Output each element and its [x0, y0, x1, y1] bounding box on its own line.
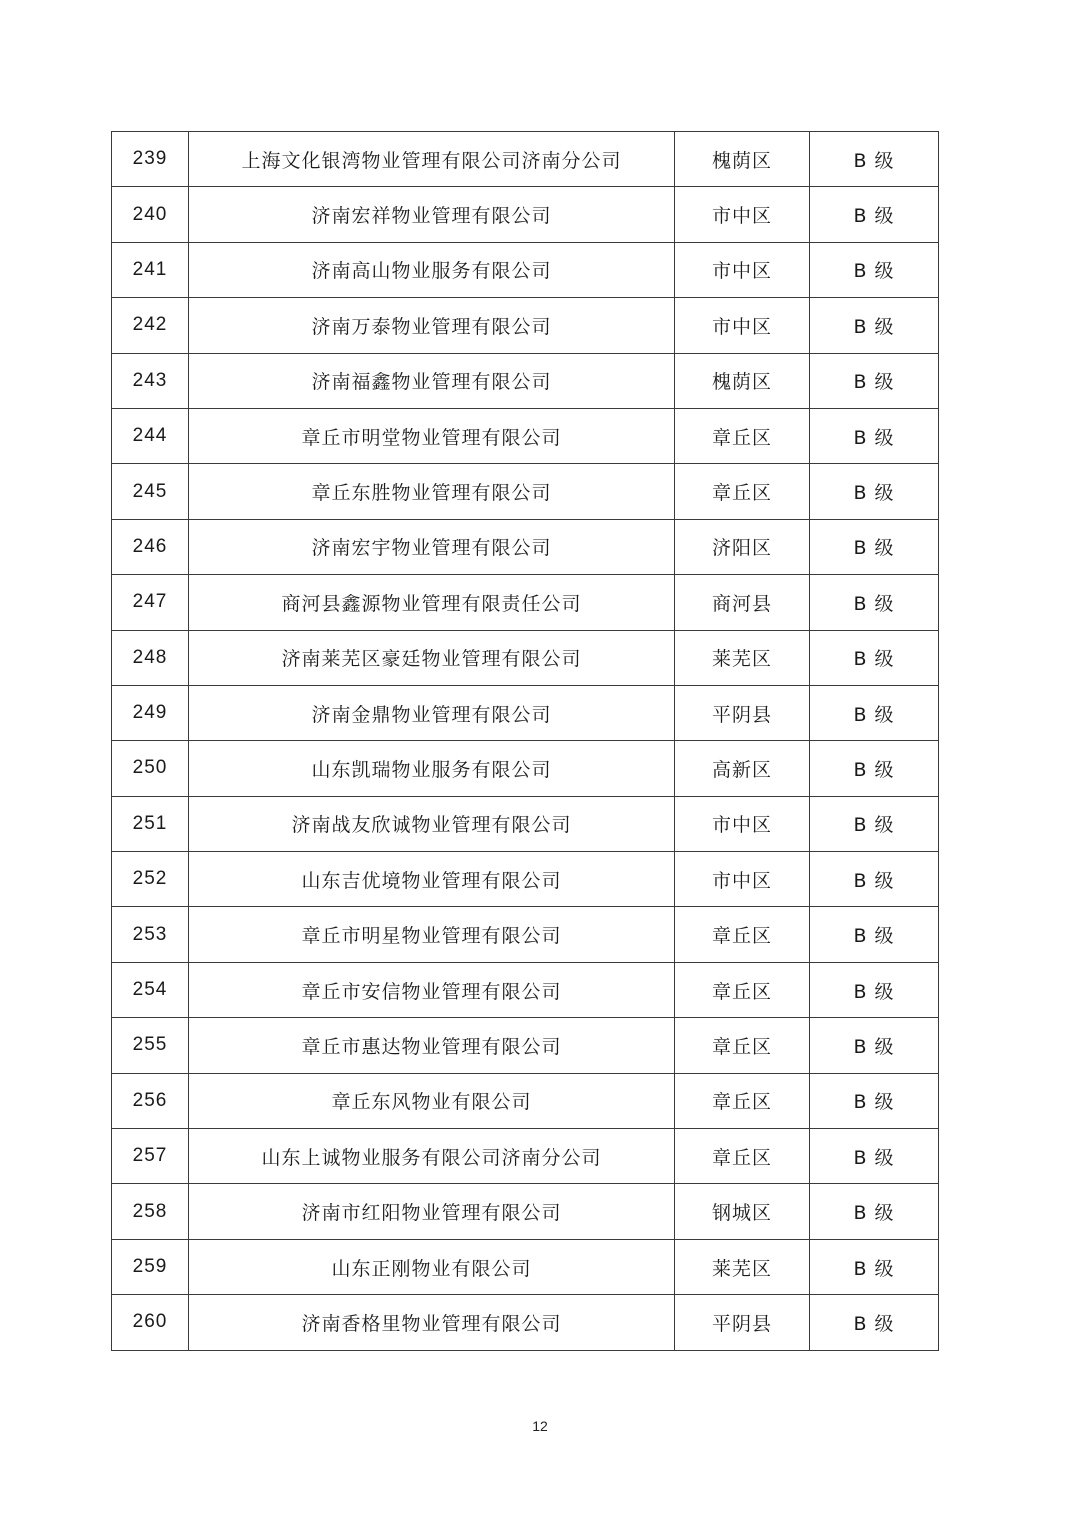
district-cell: 平阴县 — [675, 685, 810, 740]
row-number-cell: 251 — [112, 796, 189, 851]
district-cell: 市中区 — [675, 298, 810, 353]
table-row — [112, 575, 939, 630]
row-number-cell: 247 — [112, 575, 189, 630]
grade-cell: B 级 — [810, 132, 939, 187]
table-row — [112, 796, 939, 851]
page-number: 12 — [532, 1418, 548, 1434]
district-cell: 市中区 — [675, 187, 810, 242]
district-cell: 槐荫区 — [675, 353, 810, 408]
row-number-cell: 244 — [112, 408, 189, 463]
table-row — [112, 852, 939, 907]
grade-cell: B 级 — [810, 907, 939, 962]
table-row — [112, 408, 939, 463]
district-cell: 商河县 — [675, 575, 810, 630]
district-cell: 平阴县 — [675, 1295, 810, 1350]
company-name-cell: 济南市红阳物业管理有限公司 — [189, 1184, 675, 1239]
table-row — [112, 187, 939, 242]
district-cell: 章丘区 — [675, 907, 810, 962]
row-number-cell: 255 — [112, 1018, 189, 1073]
row-number-cell: 252 — [112, 852, 189, 907]
grade-cell: B 级 — [810, 353, 939, 408]
grade-cell: B 级 — [810, 1018, 939, 1073]
table-row — [112, 464, 939, 519]
grade-cell: B 级 — [810, 519, 939, 574]
row-number-cell: 249 — [112, 685, 189, 740]
grade-cell: B 级 — [810, 187, 939, 242]
grade-cell: B 级 — [810, 1184, 939, 1239]
grade-cell: B 级 — [810, 685, 939, 740]
company-name-cell: 山东吉优境物业管理有限公司 — [189, 852, 675, 907]
district-cell: 济阳区 — [675, 519, 810, 574]
district-cell: 市中区 — [675, 852, 810, 907]
grade-cell: B 级 — [810, 1295, 939, 1350]
grade-cell: B 级 — [810, 630, 939, 685]
table-body — [112, 132, 939, 1351]
district-cell: 章丘区 — [675, 408, 810, 463]
district-cell: 章丘区 — [675, 962, 810, 1017]
row-number-cell: 250 — [112, 741, 189, 796]
district-cell: 市中区 — [675, 796, 810, 851]
grade-cell: B 级 — [810, 464, 939, 519]
company-name-cell: 济南金鼎物业管理有限公司 — [189, 685, 675, 740]
table-row — [112, 1018, 939, 1073]
company-name-cell: 章丘市明星物业管理有限公司 — [189, 907, 675, 962]
row-number-cell: 259 — [112, 1239, 189, 1294]
grade-cell: B 级 — [810, 852, 939, 907]
table-row — [112, 242, 939, 297]
grade-cell: B 级 — [810, 575, 939, 630]
property-rating-table — [111, 131, 939, 1351]
table-row — [112, 132, 939, 187]
table-row — [112, 1295, 939, 1350]
grade-cell: B 级 — [810, 1239, 939, 1294]
company-name-cell: 山东上诚物业服务有限公司济南分公司 — [189, 1129, 675, 1184]
table-row — [112, 298, 939, 353]
row-number-cell: 248 — [112, 630, 189, 685]
grade-cell: B 级 — [810, 962, 939, 1017]
row-number-cell: 253 — [112, 907, 189, 962]
company-name-cell: 济南莱芜区豪廷物业管理有限公司 — [189, 630, 675, 685]
company-name-cell: 章丘市安信物业管理有限公司 — [189, 962, 675, 1017]
row-number-cell: 256 — [112, 1073, 189, 1128]
company-name-cell: 济南宏宇物业管理有限公司 — [189, 519, 675, 574]
row-number-cell: 246 — [112, 519, 189, 574]
table-row — [112, 1129, 939, 1184]
grade-cell: B 级 — [810, 408, 939, 463]
row-number-cell: 243 — [112, 353, 189, 408]
company-name-cell: 章丘东风物业有限公司 — [189, 1073, 675, 1128]
table-row — [112, 519, 939, 574]
district-cell: 莱芜区 — [675, 630, 810, 685]
district-cell: 槐荫区 — [675, 132, 810, 187]
table-row — [112, 1073, 939, 1128]
grade-cell: B 级 — [810, 242, 939, 297]
company-name-cell: 山东正刚物业有限公司 — [189, 1239, 675, 1294]
district-cell: 钢城区 — [675, 1184, 810, 1239]
company-name-cell: 章丘东胜物业管理有限公司 — [189, 464, 675, 519]
row-number-cell: 240 — [112, 187, 189, 242]
company-name-cell: 济南万泰物业管理有限公司 — [189, 298, 675, 353]
row-number-cell: 241 — [112, 242, 189, 297]
table-row — [112, 741, 939, 796]
row-number-cell: 260 — [112, 1295, 189, 1350]
company-name-cell: 章丘市明堂物业管理有限公司 — [189, 408, 675, 463]
table-row — [112, 353, 939, 408]
table-row — [112, 1239, 939, 1294]
district-cell: 莱芜区 — [675, 1239, 810, 1294]
table-row — [112, 1184, 939, 1239]
row-number-cell: 242 — [112, 298, 189, 353]
district-cell: 高新区 — [675, 741, 810, 796]
grade-cell: B 级 — [810, 1073, 939, 1128]
row-number-cell: 258 — [112, 1184, 189, 1239]
table-row — [112, 685, 939, 740]
company-name-cell: 章丘市惠达物业管理有限公司 — [189, 1018, 675, 1073]
district-cell: 市中区 — [675, 242, 810, 297]
company-name-cell: 济南高山物业服务有限公司 — [189, 242, 675, 297]
company-name-cell: 济南香格里物业管理有限公司 — [189, 1295, 675, 1350]
table-row — [112, 907, 939, 962]
grade-cell: B 级 — [810, 1129, 939, 1184]
district-cell: 章丘区 — [675, 464, 810, 519]
grade-cell: B 级 — [810, 298, 939, 353]
grade-cell: B 级 — [810, 741, 939, 796]
company-name-cell: 上海文化银湾物业管理有限公司济南分公司 — [189, 132, 675, 187]
district-cell: 章丘区 — [675, 1018, 810, 1073]
district-cell: 章丘区 — [675, 1129, 810, 1184]
company-name-cell: 山东凯瑞物业服务有限公司 — [189, 741, 675, 796]
row-number-cell: 245 — [112, 464, 189, 519]
company-name-cell: 济南战友欣诚物业管理有限公司 — [189, 796, 675, 851]
company-name-cell: 济南宏祥物业管理有限公司 — [189, 187, 675, 242]
row-number-cell: 254 — [112, 962, 189, 1017]
district-cell: 章丘区 — [675, 1073, 810, 1128]
row-number-cell: 257 — [112, 1129, 189, 1184]
grade-cell: B 级 — [810, 796, 939, 851]
company-name-cell: 商河县鑫源物业管理有限责任公司 — [189, 575, 675, 630]
row-number-cell: 239 — [112, 132, 189, 187]
table-row — [112, 630, 939, 685]
table-row — [112, 962, 939, 1017]
company-name-cell: 济南福鑫物业管理有限公司 — [189, 353, 675, 408]
